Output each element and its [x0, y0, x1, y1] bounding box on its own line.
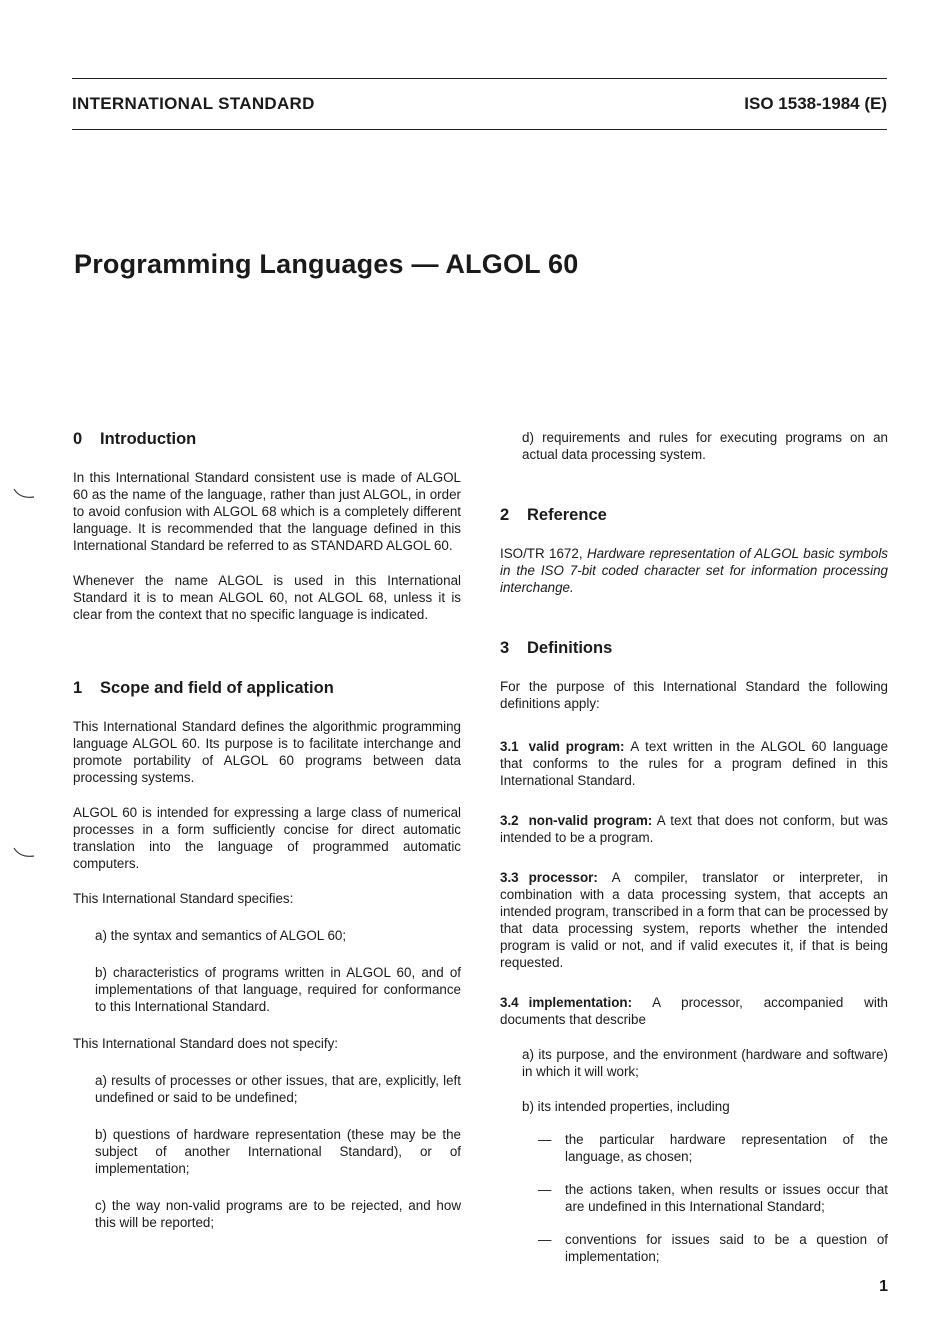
dash-bullet: —	[538, 1232, 552, 1247]
margin-change-mark	[12, 487, 36, 501]
list-item: a) its purpose, and the environment (hardware and software) in which it will work;	[522, 1047, 888, 1079]
reference-citation	[500, 545, 888, 596]
list-item: b) its intended properties, including	[522, 1099, 730, 1114]
paragraph: This International Standard does not specify:	[73, 1036, 338, 1051]
section-title: Reference	[527, 506, 607, 524]
section-title: Definitions	[527, 639, 613, 657]
section-heading-reference	[500, 505, 888, 525]
list-item: d) requirements and rules for executing programs on an actual data processing system.	[522, 430, 888, 462]
dash-bullet: —	[538, 1132, 552, 1147]
definition-term: valid program:	[528, 739, 625, 754]
definition-text: A processor, accompanied with documents that describe	[500, 995, 888, 1027]
definition-text: A text that does not conform, but was intended to be a program.	[500, 813, 888, 845]
header-bottom-rule	[72, 129, 887, 130]
reference-title: Hardware representation of ALGOL basic symbols in the ISO 7-bit coded character set for information processing interchange.	[500, 546, 888, 595]
section-heading-definitions	[500, 638, 888, 658]
margin-change-mark	[12, 846, 36, 860]
definition-item	[500, 738, 888, 789]
section-number: 0	[73, 430, 83, 448]
paragraph: This International Standard defines the algorithmic programming language ALGOL 60. Its purpose is to facilitate interchange and promote portability of ALGOL 60 programs between data processing systems.	[73, 719, 461, 785]
reference-code: ISO/TR 1672,	[500, 546, 583, 561]
section-heading-introduction	[73, 429, 461, 449]
list-item: c) the way non-valid programs are to be rejected, and how this will be reported;	[95, 1198, 461, 1230]
definition-item	[500, 869, 888, 971]
list-item: b) questions of hardware representation (these may be the subject of another International Standard), or of implementation;	[95, 1127, 461, 1176]
dash-list-item	[538, 1231, 888, 1265]
definition-term: processor:	[528, 870, 598, 885]
list-item: b) characteristics of programs written in ALGOL 60, and of implementations of that language, required for conformance to this International Standard.	[95, 965, 461, 1014]
paragraph: For the purpose of this International Standard the following definitions apply:	[500, 679, 888, 711]
dash-item-text: the particular hardware representation of the language, as chosen;	[565, 1132, 888, 1164]
page-number: 1	[879, 1278, 888, 1295]
definition-number: 3.3	[500, 870, 519, 885]
right-column	[500, 429, 888, 1265]
definition-text: A compiler, translator or interpreter, in combination with a data processing system, that accepts an intended program, transcribed in a form that can be processed by that data processing system, reports whether the intended program is valid or not, and if valid executes it, if that is being requested.	[500, 870, 888, 970]
definition-term: non-valid program:	[528, 813, 653, 828]
paragraph: In this International Standard consistent use is made of ALGOL 60 as the name of the language, rather than just ALGOL, in order to avoid confusion with ALGOL 68 which is a completely different language. It is recommended that the language defined in this International Standard be referred to as STANDARD ALGOL 60.	[73, 470, 461, 553]
paragraph: ALGOL 60 is intended for expressing a large class of numerical processes in a form sufficiently concise for direct automatic translation into the language of programmed automatic computers.	[73, 805, 461, 871]
dash-list-item	[538, 1181, 888, 1215]
definition-text: A text written in the ALGOL 60 language that conforms to the rules for a program defined in this International Standard.	[500, 739, 889, 788]
list-item: a) results of processes or other issues, that are, explicitly, left undefined or said to be undefined;	[95, 1073, 461, 1105]
section-title: Introduction	[100, 430, 197, 448]
definition-term: implementation:	[528, 995, 633, 1010]
definition-number: 3.2	[500, 813, 519, 828]
definition-number: 3.1	[500, 739, 519, 754]
section-number: 2	[500, 506, 510, 524]
list-item: a) the syntax and semantics of ALGOL 60;	[95, 928, 347, 943]
page-title: Programming Languages — ALGOL 60	[74, 249, 579, 279]
header-document-number: ISO 1538-1984 (E)	[744, 94, 887, 113]
dash-list-item	[538, 1131, 888, 1165]
header-top-rule	[72, 78, 887, 79]
section-heading-scope	[73, 678, 461, 698]
dash-item-text: conventions for issues said to be a question of implementation;	[565, 1232, 888, 1264]
dash-item-text: the actions taken, when results or issues occur that are undefined in this International Standard;	[565, 1182, 888, 1214]
paragraph: This International Standard specifies:	[73, 891, 294, 906]
definition-item	[500, 994, 888, 1028]
definition-item	[500, 812, 888, 846]
section-number: 3	[500, 639, 510, 657]
left-column	[73, 429, 461, 1231]
section-number: 1	[73, 679, 83, 697]
definition-number: 3.4	[500, 995, 519, 1010]
paragraph: Whenever the name ALGOL is used in this International Standard it is to mean ALGOL 60, not ALGOL 68, unless it is clear from the context that no specific language is indicated.	[73, 573, 461, 622]
header-standard-label: INTERNATIONAL STANDARD	[72, 94, 315, 113]
section-title: Scope and field of application	[100, 679, 334, 697]
dash-bullet: —	[538, 1182, 552, 1197]
